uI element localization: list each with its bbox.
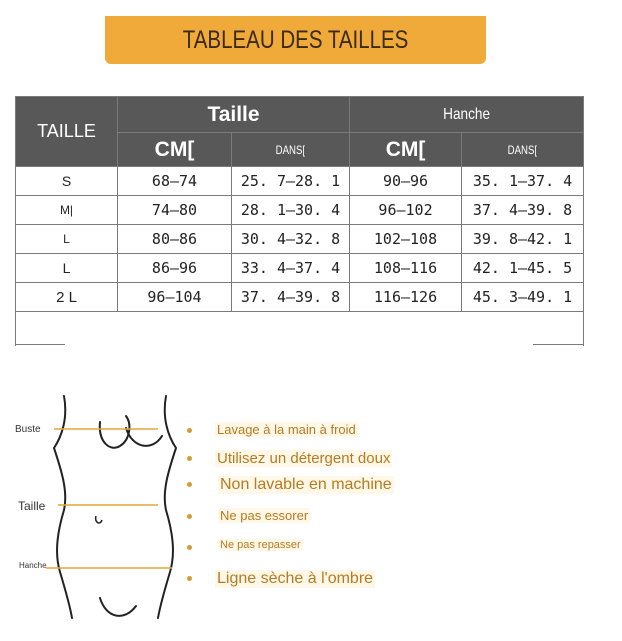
table-row [16, 254, 584, 283]
bust-label: Buste [15, 424, 41, 435]
waist-cm-cell: 74–80 [118, 196, 232, 225]
waist-in-cell: 30. 4–32. 8 [232, 225, 350, 254]
table-bottom-left-line [15, 344, 65, 345]
table-row [16, 225, 584, 254]
hip-in-cell: 42. 1–45. 5 [462, 254, 584, 283]
waist-in-cell: 37. 4–39. 8 [232, 283, 350, 312]
hip-in-cell: 37. 4–39. 8 [462, 196, 584, 225]
body-figure [40, 392, 190, 622]
size-cell: L [16, 254, 118, 283]
waist-cm-header: CM[ [118, 133, 232, 167]
waist-in-cell: 28. 1–30. 4 [232, 196, 350, 225]
bullet-icon [187, 576, 192, 581]
title-banner [105, 16, 486, 64]
care-text: Lavage à la main à froid [217, 422, 356, 437]
care-text: Ne pas repasser [220, 539, 301, 551]
size-table [15, 96, 584, 346]
waist-in-cell: 33. 4–37. 4 [232, 254, 350, 283]
hip-cm-cell: 108–116 [350, 254, 462, 283]
bullet-icon [187, 482, 192, 487]
size-column-header: TAILLE [16, 97, 118, 167]
waist-cm-cell: 80–86 [118, 225, 232, 254]
bullet-icon [187, 456, 192, 461]
table-bottom-right-line [533, 344, 583, 345]
banner-title: TABLEAU DES TAILLES [182, 25, 409, 54]
hip-cm-cell: 96–102 [350, 196, 462, 225]
hip-label: Hanche [19, 561, 47, 570]
bullet-icon [187, 428, 192, 433]
waist-in-header [232, 133, 350, 167]
hip-header-text: Hanche [443, 105, 490, 123]
care-text: Ne pas essorer [220, 508, 309, 523]
waist-in-cell: 25. 7–28. 1 [232, 167, 350, 196]
hip-cm-cell: 90–96 [350, 167, 462, 196]
waist-label: Taille [18, 499, 46, 513]
empty-row [16, 312, 584, 347]
size-cell: M| [16, 196, 118, 225]
hip-column-header [350, 97, 584, 133]
empty-cell [16, 312, 584, 347]
table-row [16, 196, 584, 225]
waist-column-header: Taille [118, 97, 350, 133]
hip-in-header [462, 133, 584, 167]
hip-cm-header: CM[ [350, 133, 462, 167]
hip-cm-cell: 102–108 [350, 225, 462, 254]
waist-cm-cell: 86–96 [118, 254, 232, 283]
bullet-icon [187, 514, 192, 519]
hip-in-text: DANS[ [507, 142, 538, 157]
care-text: Ligne sèche à l'ombre [217, 570, 374, 587]
table-row [16, 167, 584, 196]
hip-cm-cell: 116–126 [350, 283, 462, 312]
waist-cm-cell: 68–74 [118, 167, 232, 196]
bullet-icon [187, 545, 192, 550]
size-cell: S [16, 167, 118, 196]
hip-in-cell: 39. 8–42. 1 [462, 225, 584, 254]
care-text: Non lavable en machine [220, 476, 392, 493]
size-cell: L [16, 225, 118, 254]
waist-cm-cell: 96–104 [118, 283, 232, 312]
care-text: Utilisez un détergent doux [217, 450, 391, 467]
hip-in-cell: 35. 1–37. 4 [462, 167, 584, 196]
hip-in-cell: 45. 3–49. 1 [462, 283, 584, 312]
table-row [16, 283, 584, 312]
navel-icon [96, 516, 102, 523]
waist-in-text: DANS[ [275, 142, 306, 157]
size-cell: 2 L [16, 283, 118, 312]
